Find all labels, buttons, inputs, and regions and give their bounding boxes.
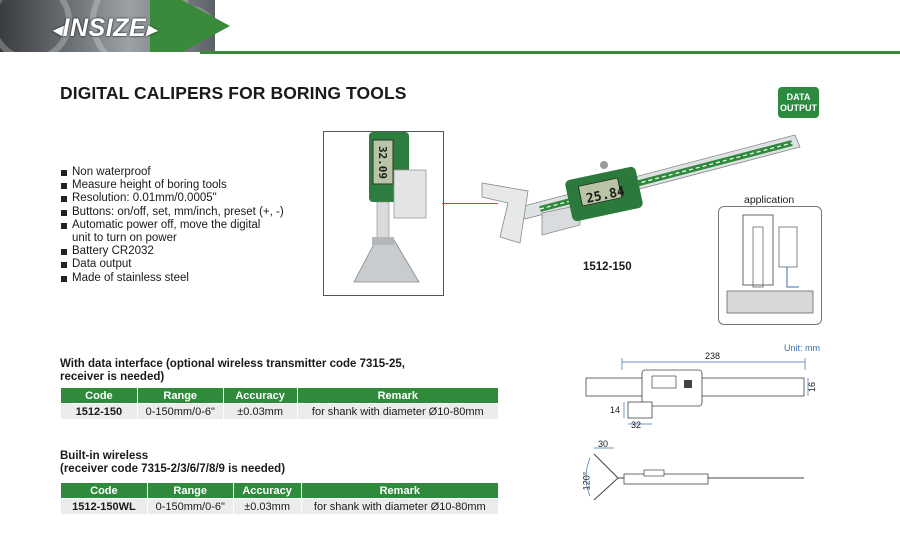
data-output-badge [778,87,819,118]
section2-title-line2: (receiver code 7315-2/3/6/7/8/9 is needed) [60,463,286,475]
table-header-row [61,483,499,499]
feature-item: Buttons: on/off, set, mm/inch, preset (+, -) [60,206,284,219]
dim-width: 32 [631,420,642,430]
col-header-remark: Remark [297,388,498,404]
cell-code: 1512-150 [61,404,138,420]
section1-title [60,358,405,384]
feature-item-continued: unit to turn on power [72,232,177,245]
feature-list [60,166,284,285]
banner-divider-line [200,51,900,54]
closeup-photo [323,131,444,296]
brand-logo [52,14,157,43]
dim-length: 238 [705,351,721,361]
cell-range: 0-150mm/0-6" [147,499,233,515]
feature-item: Resolution: 0.01mm/0.0005" [60,192,284,205]
closeup-display [373,142,393,182]
col-header-accuracy: Accuracy [233,483,301,499]
col-header-range: Range [137,388,223,404]
feature-item: Measure height of boring tools [60,179,284,192]
section2-title-line1: Built-in wireless [60,450,149,462]
section2-title [60,450,285,476]
col-header-remark: Remark [301,483,498,499]
cell-accuracy: ±0.03mm [233,499,301,515]
logo-text: INSIZE [62,14,147,42]
header-banner [0,0,900,55]
banner-arrow-shape [150,0,230,52]
technical-drawing [580,350,825,510]
table-row [61,499,499,515]
section1-title-line1: With data interface (optional wireless transmitter code 7315-25, [60,358,405,370]
cell-accuracy: ±0.03mm [223,404,297,420]
cell-code: 1512-150WL [61,499,148,515]
logo-arrow-left-icon: ◂ [52,19,63,41]
col-header-code: Code [61,388,138,404]
dim-tip: 30 [598,439,609,449]
logo-arrow-right-icon: ▸ [146,19,157,41]
application-diagram [718,206,822,325]
col-header-accuracy: Accuracy [223,388,297,404]
closeup-display-value: 32.09 [376,145,390,179]
unit-label: Unit: mm [784,343,820,353]
table-row [61,404,499,420]
application-label: application [744,194,795,206]
dim-height: 16 [807,381,818,393]
badge-line-1: DATA [786,91,811,102]
cell-range: 0-150mm/0-6" [137,404,223,420]
feature-item: Data output [60,258,284,271]
col-header-code: Code [61,483,148,499]
caliper-display-value: 25.84 [584,184,627,207]
dim-angle: 120° [581,471,592,491]
cell-remark: for shank with diameter Ø10-80mm [297,404,498,420]
application-illustration [719,207,821,324]
model-label: 1512-150 [583,261,632,273]
feature-item: Made of stainless steel [60,272,284,285]
spec-table-1 [60,387,499,420]
feature-item: Battery CR2032 [60,245,284,258]
feature-item: Automatic power off, move the digital [60,219,284,232]
feature-item: Non waterproof [60,166,284,179]
dim-depth: 14 [610,405,621,415]
section1-title-line2: receiver is needed) [60,371,165,383]
table-header-row [61,388,499,404]
badge-line-2: OUTPUT [780,102,817,113]
col-header-range: Range [147,483,233,499]
page-title: DIGITAL CALIPERS FOR BORING TOOLS [60,83,407,103]
cell-remark: for shank with diameter Ø10-80mm [301,499,498,515]
spec-table-2 [60,482,499,515]
